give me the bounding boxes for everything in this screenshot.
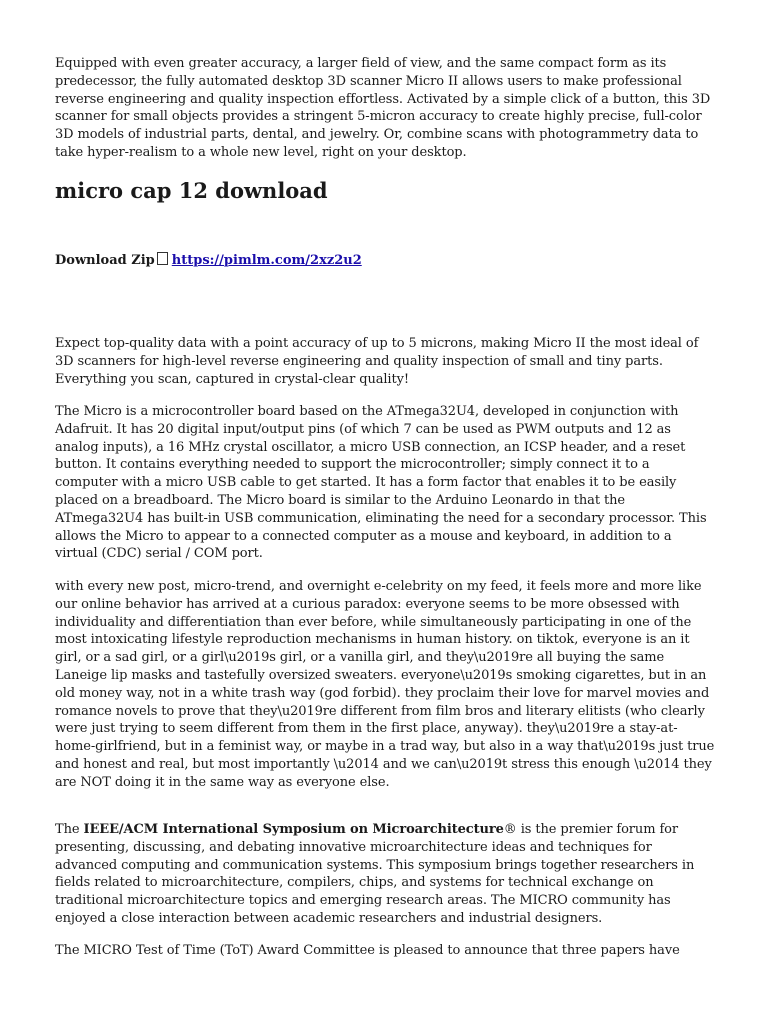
paragraph-micro-board: The Micro is a microcontroller board based on the ATmega32U4, developed in conjunction with Adafruit. It has 20 digital input/output pins (of which 7 can be used as PWM outputs and 12 as analog inputs), a 16 MHz crystal oscillator, a micro USB connection, an ICSP header, and a reset button. It contains everything needed to support the microcontroller; simply connect it to a computer with a micro USB cable to get started. It has a form factor that enables it to be easily placed on a breadboard. The Micro board is similar to the Arduino Leonardo in that the ATmega32U4 has built-in USB communication, eliminating the need for a secondary processor. This allows the Micro to appear to a connected computer as a mouse and keyboard, in addition to a virtual (CDC) serial / COM port.: [55, 404, 707, 562]
symposium-name: IEEE/ACM International Symposium on Microarchitecture: [83, 822, 504, 837]
page-title: micro cap 12 download: [55, 178, 328, 203]
paragraph-micro-trend: with every new post, micro-trend, and overnight e-celebrity on my feed, it feels more and more like our online behavior has arrived at a curious paradox: everyone seems to be more obsessed with individuality and differentiation than ever before, while simultaneously participating in one of the most intoxicating lifestyle reproduction mechanisms in human history. on tiktok, everyone is an it girl, or a sad girl, or a girl\u2019s girl, or a vanilla girl, and they\u2019re all buying the same Laneige lip masks and tastefully oversized sweaters. everyone\u2019s smoking cigarettes, but in an old money way, not in a white trash way (god forbid). they proclaim their love for marvel movies and romance novels to prove that they\u2019re different from film bros and literary elitists (who clearly were just trying to seem different from them in the first place, anyway). they\u2019re a stay-at-home-girlfriend, but in a feminist way, or maybe in a trad way, but also in a way that\u2019s just true and honest and real, but most importantly \u2014 and we can\u2019t stress this enough \u2014 they are NOT doing it in the same way as everyone else.: [55, 579, 715, 790]
paragraph-scanner: Expect top-quality data with a point accuracy of up to 5 microns, making Micro II the most ideal of 3D scanners for high-level reverse engineering and quality inspection of small and tiny parts. Everything you scan, captured in crystal-clear quality!: [55, 336, 699, 387]
box-glyph-icon: [157, 252, 168, 265]
symposium-text: ® is the premier forum for presenting, discussing, and debating innovative microarchitecture ideas and techniques for advanced computing and communication systems. This symposium brings together researchers in fields related to microarchitecture, compilers, chips, and systems for technical exchange on traditional microarchitecture topics and emerging research areas. The MICRO community has enjoyed a close interaction between academic researchers and industrial designers.: [55, 822, 695, 926]
intro-paragraph: Equipped with even greater accuracy, a larger field of view, and the same compact form as its predecessor, the fully automated desktop 3D scanner Micro II allows users to make professional reverse engineering and quality inspection effortless. Activated by a simple click of a button, this 3D scanner for small objects provides a stringent 5-micron accuracy to create highly precise, full-color 3D models of industrial parts, dental, and jewelry. Or, combine scans with photogrammetry data to take hyper-realism to a whole new level, right on your desktop.: [55, 56, 711, 160]
download-line: [55, 252, 362, 270]
paragraph-test-of-time: The MICRO Test of Time (ToT) Award Committee is pleased to announce that three papers have: [55, 943, 680, 958]
download-label: Download Zip: [55, 253, 155, 268]
symposium-prefix: The: [55, 822, 84, 837]
paragraph-symposium: [55, 821, 715, 928]
download-link[interactable]: https://pimlm.com/2xz2u2: [171, 253, 362, 268]
